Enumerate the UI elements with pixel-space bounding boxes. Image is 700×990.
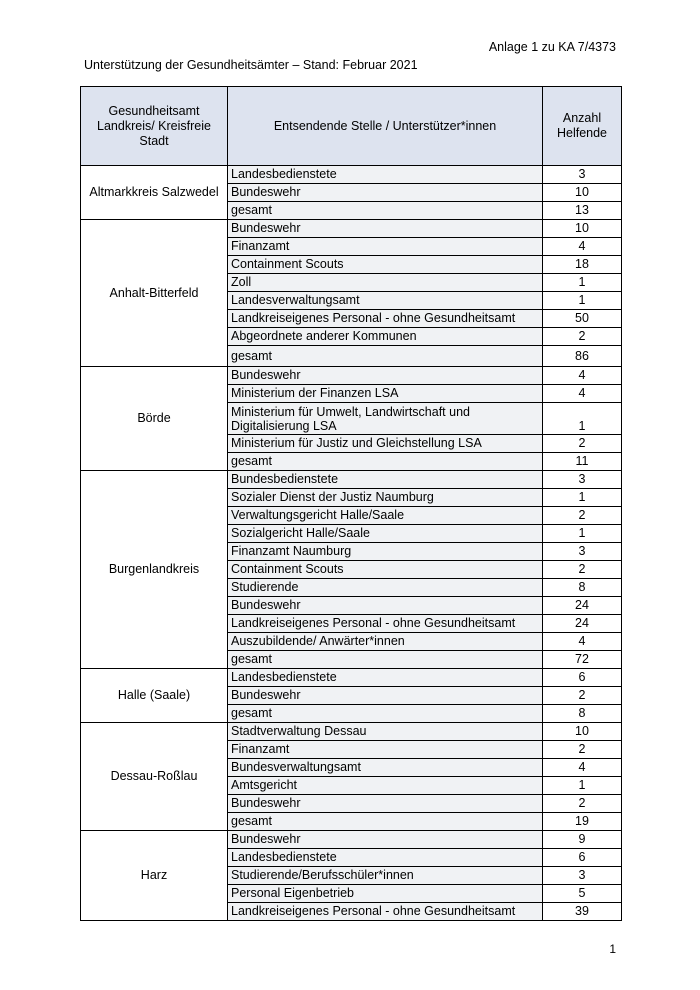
table-row bbox=[81, 367, 622, 385]
office-name-cell: Altmarkkreis Salzwedel bbox=[81, 166, 228, 220]
count-cell: 50 bbox=[543, 310, 622, 328]
document-subtitle: Unterstützung der Gesundheitsämter – Stand: Februar 2021 bbox=[84, 58, 418, 72]
sender-cell: Studierende/Berufsschüler*innen bbox=[228, 867, 543, 885]
annex-reference: Anlage 1 zu KA 7/4373 bbox=[488, 40, 616, 54]
count-cell: 9 bbox=[543, 831, 622, 849]
sender-cell: Verwaltungsgericht Halle/Saale bbox=[228, 507, 543, 525]
count-cell: 2 bbox=[543, 328, 622, 346]
sender-cell: Bundesbedienstete bbox=[228, 471, 543, 489]
column-header-sender: Entsendende Stelle / Unterstützer*innen bbox=[228, 87, 543, 166]
sender-cell: gesamt bbox=[228, 453, 543, 471]
count-cell: 4 bbox=[543, 633, 622, 651]
office-name-cell: Börde bbox=[81, 367, 228, 471]
count-cell: 1 bbox=[543, 525, 622, 543]
sender-cell: Landesbedienstete bbox=[228, 166, 543, 184]
sender-cell: Stadtverwaltung Dessau bbox=[228, 723, 543, 741]
sender-cell: Bundeswehr bbox=[228, 184, 543, 202]
office-name-cell: Harz bbox=[81, 831, 228, 921]
office-name-cell: Anhalt-Bitterfeld bbox=[81, 220, 228, 367]
count-cell: 3 bbox=[543, 166, 622, 184]
count-cell: 2 bbox=[543, 435, 622, 453]
sender-cell: Bundeswehr bbox=[228, 795, 543, 813]
sender-cell: Sozialer Dienst der Justiz Naumburg bbox=[228, 489, 543, 507]
table-row bbox=[81, 166, 622, 184]
sender-cell: Zoll bbox=[228, 274, 543, 292]
sender-cell: Bundeswehr bbox=[228, 597, 543, 615]
table-row bbox=[81, 220, 622, 238]
count-cell: 4 bbox=[543, 367, 622, 385]
sender-cell: Ministerium der Finanzen LSA bbox=[228, 385, 543, 403]
table-header-row bbox=[81, 87, 622, 166]
sender-cell: Bundeswehr bbox=[228, 687, 543, 705]
sender-cell: Landkreiseigenes Personal - ohne Gesundheitsamt bbox=[228, 903, 543, 921]
sender-cell: Personal Eigenbetrieb bbox=[228, 885, 543, 903]
sender-cell: Sozialgericht Halle/Saale bbox=[228, 525, 543, 543]
count-cell: 13 bbox=[543, 202, 622, 220]
count-cell: 4 bbox=[543, 385, 622, 403]
sender-cell: Landkreiseigenes Personal - ohne Gesundheitsamt bbox=[228, 310, 543, 328]
sender-cell: Landesverwaltungsamt bbox=[228, 292, 543, 310]
sender-cell: gesamt bbox=[228, 346, 543, 367]
sender-cell: Studierende bbox=[228, 579, 543, 597]
count-cell: 6 bbox=[543, 669, 622, 687]
sender-cell: Containment Scouts bbox=[228, 561, 543, 579]
office-name-cell: Halle (Saale) bbox=[81, 669, 228, 723]
table-row bbox=[81, 831, 622, 849]
sender-cell: Ministerium für Justiz und Gleichstellung LSA bbox=[228, 435, 543, 453]
sender-cell: Landkreiseigenes Personal - ohne Gesundheitsamt bbox=[228, 615, 543, 633]
count-cell: 19 bbox=[543, 813, 622, 831]
count-cell: 2 bbox=[543, 687, 622, 705]
column-header-office: Gesundheitsamt Landkreis/ Kreisfreie Stadt bbox=[81, 87, 228, 166]
count-cell: 1 bbox=[543, 489, 622, 507]
count-cell: 4 bbox=[543, 759, 622, 777]
count-cell: 86 bbox=[543, 346, 622, 367]
table-row bbox=[81, 471, 622, 489]
count-cell: 1 bbox=[543, 274, 622, 292]
count-cell: 2 bbox=[543, 561, 622, 579]
count-cell: 3 bbox=[543, 543, 622, 561]
table-row bbox=[81, 723, 622, 741]
sender-cell: Landesbedienstete bbox=[228, 849, 543, 867]
sender-cell: Bundeswehr bbox=[228, 367, 543, 385]
sender-cell: Abgeordnete anderer Kommunen bbox=[228, 328, 543, 346]
sender-cell: Bundeswehr bbox=[228, 220, 543, 238]
page-number: 1 bbox=[609, 942, 616, 956]
count-cell: 24 bbox=[543, 615, 622, 633]
sender-cell: Bundeswehr bbox=[228, 831, 543, 849]
count-cell: 8 bbox=[543, 579, 622, 597]
sender-cell: Bundesverwaltungsamt bbox=[228, 759, 543, 777]
count-cell: 18 bbox=[543, 256, 622, 274]
count-cell: 1 bbox=[543, 403, 622, 435]
count-cell: 10 bbox=[543, 220, 622, 238]
count-cell: 24 bbox=[543, 597, 622, 615]
count-cell: 2 bbox=[543, 741, 622, 759]
count-cell: 11 bbox=[543, 453, 622, 471]
count-cell: 3 bbox=[543, 471, 622, 489]
office-name-cell: Burgenlandkreis bbox=[81, 471, 228, 669]
count-cell: 3 bbox=[543, 867, 622, 885]
sender-cell: gesamt bbox=[228, 651, 543, 669]
sender-cell: Containment Scouts bbox=[228, 256, 543, 274]
count-cell: 8 bbox=[543, 705, 622, 723]
count-cell: 2 bbox=[543, 507, 622, 525]
sender-cell: Ministerium für Umwelt, Landwirtschaft und Digitalisierung LSA bbox=[228, 403, 543, 435]
count-cell: 39 bbox=[543, 903, 622, 921]
count-cell: 1 bbox=[543, 777, 622, 795]
table-row bbox=[81, 669, 622, 687]
sender-cell: Landesbedienstete bbox=[228, 669, 543, 687]
count-cell: 4 bbox=[543, 238, 622, 256]
count-cell: 6 bbox=[543, 849, 622, 867]
office-name-cell: Dessau-Roßlau bbox=[81, 723, 228, 831]
sender-cell: gesamt bbox=[228, 813, 543, 831]
sender-cell: Finanzamt Naumburg bbox=[228, 543, 543, 561]
count-cell: 1 bbox=[543, 292, 622, 310]
sender-cell: Finanzamt bbox=[228, 741, 543, 759]
count-cell: 5 bbox=[543, 885, 622, 903]
sender-cell: gesamt bbox=[228, 202, 543, 220]
count-cell: 72 bbox=[543, 651, 622, 669]
sender-cell: Amtsgericht bbox=[228, 777, 543, 795]
sender-cell: Finanzamt bbox=[228, 238, 543, 256]
count-cell: 10 bbox=[543, 184, 622, 202]
sender-cell: gesamt bbox=[228, 705, 543, 723]
column-header-count: Anzahl Helfende bbox=[543, 87, 622, 166]
table-body bbox=[81, 166, 622, 921]
count-cell: 2 bbox=[543, 795, 622, 813]
sender-cell: Auszubildende/ Anwärter*innen bbox=[228, 633, 543, 651]
count-cell: 10 bbox=[543, 723, 622, 741]
helpers-table bbox=[80, 86, 622, 921]
